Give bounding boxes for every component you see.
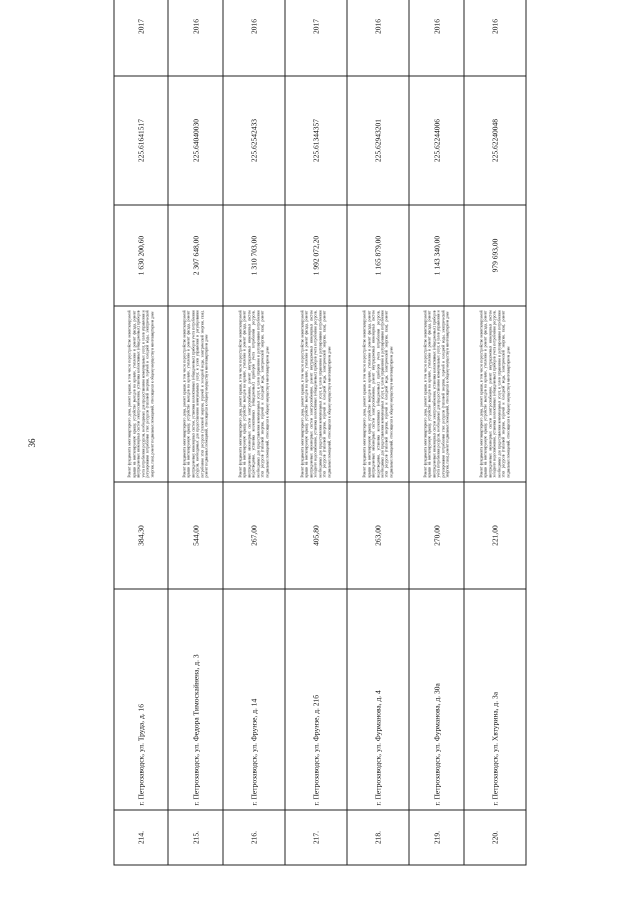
area-cell: 263,00 <box>347 482 409 589</box>
table-row <box>464 0 526 865</box>
table-row <box>285 0 347 865</box>
area-cell: 270,00 <box>409 482 463 589</box>
year-cell: 2016 <box>347 0 409 76</box>
address-cell: г. Петрозаводск, ул. Фурманова, д. 30а <box>409 589 463 810</box>
works-description-cell: Ремонт фундамента многоквартирного дома, ремонт крыши, в том числе переустройство невентилируемой крыши на вентилируемую крышу, устройство выходов на кровлю, утепление и ремонт фасада, ремонт внутридомовых инженерных систем электроснабжения, ремонт внутридомовых инженерных систем холодного водоснабжения, установка коллективных (общедомовых) приборов учета потребления ресурсов, необходимых для предоставления коммунальных услуг, и узлов управления и регулирования потребления этих ресурсов (тепловой энергии, горячей и холодной воды, электрической энергии, газа), ремонт подвальных помещений, относящихся к общему имуществу в многоквартирном доме <box>464 306 526 482</box>
row-number: 215. <box>168 810 222 865</box>
works-description-cell: Ремонт фундамента многоквартирного дома, ремонт крыши, в том числе переустройство невентилируемой крыши на вентилируемую крышу, устройство выходов на кровлю, утепление и ремонт фасада, ремонт внутридомовых инженерных систем электроснабжения, установка коллективных (общедомовых) приборов учета потребления ресурсов, необходимых для предоставления коммунальных услуг, и узлов управления и регулирования потребления этих ресурсов (тепловой энергии, горячей и холодной воды, электрической энергии, газа), ремонт подвальных помещений, относящихся к общему имуществу в многоквартирном доме <box>114 306 168 482</box>
table-row <box>347 0 409 865</box>
area-cell: 221,00 <box>464 482 526 589</box>
house-code-cell: 225.62244006 <box>409 76 463 205</box>
cost-cell: 1 310 703,00 <box>223 205 285 306</box>
table-row <box>114 0 168 865</box>
cost-cell: 1 630 200,60 <box>114 205 168 306</box>
area-cell: 544,00 <box>168 482 222 589</box>
address-cell: г. Петрозаводск, ул. Федора Тимоскайнена, д. 3 <box>168 589 222 810</box>
row-number: 216. <box>223 810 285 865</box>
works-description-cell: Ремонт фундамента многоквартирного дома, ремонт крыши, в том числе переустройство невентилируемой крыши на вентилируемую крышу, устройство выходов на кровлю, утепление и ремонт фасада, ремонт внутридомовых инженерных систем электроснабжения, ремонт внутридомовых инженерных систем водоотведения, установка коллективных (общедомовых) приборов учета потребления ресурсов, необходимых для предоставления коммунальных услуг, и узлов управления и регулирования потребления этих ресурсов (тепловой энергии, горячей и холодной воды, электрической энергии, газа), ремонт подвальных помещений, относящихся к общему имуществу в многоквартирном доме <box>223 306 285 482</box>
cost-cell: 2 307 648,00 <box>168 205 222 306</box>
year-cell: 2016 <box>409 0 463 76</box>
row-number: 219. <box>409 810 463 865</box>
year-cell: 2016 <box>223 0 285 76</box>
house-code-cell: 225.62240048 <box>464 76 526 205</box>
area-cell: 267,00 <box>223 482 285 589</box>
row-number: 214. <box>114 810 168 865</box>
works-description-cell: Ремонт фундамента многоквартирного дома, ремонт крыши, в том числе переустройство невентилируемой крыши на вентилируемую крышу, устройство выходов на кровлю, утепление и ремонт фасада, ремонт внутридомовых инженерных систем электроснабжения, ремонт внутридомовых инженерных систем водоотведения, установка коллективных (общедомовых) приборов учета потребления ресурсов, необходимых для предоставления коммунальных услуг, и узлов управления и регулирования потребления этих ресурсов (тепловой энергии, горячей и холодной воды, электрической энергии, газа), ремонт подвальных помещений, относящихся к общему имуществу в многоквартирном доме <box>347 306 409 482</box>
year-cell: 2016 <box>464 0 526 76</box>
house-code-cell: 225.61344357 <box>285 76 347 205</box>
row-number: 217. <box>285 810 347 865</box>
cost-cell: 1 143 340,00 <box>409 205 463 306</box>
works-description-cell: Ремонт фундамента многоквартирного дома, ремонт крыши, в том числе переустройство невентилируемой крыши на вентилируемую крышу, устройство выходов на кровлю, утепление и ремонт фасада, ремонт внутридомовых инженерных систем электроснабжения, ремонт внутридомовых инженерных систем холодного водоснабжения, установка коллективных (общедомовых) приборов учета потребления ресурсов, необходимых для предоставления коммунальных услуг, и узлов управления и регулирования потребления этих ресурсов (тепловой энергии, горячей и холодной воды, электрической энергии, газа), ремонт подвальных помещений, относящихся к общему имуществу в многоквартирном доме <box>285 306 347 482</box>
cost-cell: 1 165 879,00 <box>347 205 409 306</box>
cost-cell: 979 693,00 <box>464 205 526 306</box>
house-code-cell: 225.62943201 <box>347 76 409 205</box>
house-code-cell: 225.62542433 <box>223 76 285 205</box>
row-number: 220. <box>464 810 526 865</box>
house-code-cell: 225.61641517 <box>114 76 168 205</box>
works-description-cell: Ремонт фундамента многоквартирного дома, ремонт крыши, в том числе переустройство невентилируемой крыши на вентилируемую крышу, устройство выходов на кровлю, утепление и ремонт фасада, ремонт внутридомовых инженерных систем, установка коллективных (общедомовых) приборов учета потребления ресурсов, необходимых для предоставления коммунальных услуг, и узлов управления и регулирования потребления этих ресурсов (тепловой энергии, горячей и холодной воды, электрической энергии, газа), ремонт подвальных помещений, относящихся к общему имуществу в многоквартирном доме <box>168 306 222 482</box>
works-description-cell: Ремонт фундамента многоквартирного дома, ремонт крыши, в том числе переустройство невентилируемой крыши на вентилируемую крышу, устройство выходов на кровлю, утепление и ремонт фасада, ремонт внутридомовых инженерных систем электроснабжения, установка коллективных (общедомовых) приборов учета потребления ресурсов, необходимых для предоставления коммунальных услуг, и узлов управления и регулирования потребления этих ресурсов (тепловой энергии, горячей и холодной воды, электрической энергии, газа), ремонт подвальных помещений, относящихся к общему имуществу в многоквартирном доме <box>409 306 463 482</box>
table-row <box>168 0 222 865</box>
address-cell: г. Петрозаводск, ул. Фрунзе, д. 14 <box>223 589 285 810</box>
year-cell: 2017 <box>114 0 168 76</box>
row-number: 218. <box>347 810 409 865</box>
repair-program-table <box>114 0 527 865</box>
house-code-cell: 225.64040030 <box>168 76 222 205</box>
address-cell: г. Петрозаводск, ул. Хвтурина, д. 3а <box>464 589 526 810</box>
rotated-table-wrapper <box>114 18 527 865</box>
address-cell: г. Петрозаводск, ул. Труда, д. 16 <box>114 589 168 810</box>
year-cell: 2016 <box>168 0 222 76</box>
address-cell: г. Петрозаводск, ул. Фурманова, д. 4 <box>347 589 409 810</box>
table-row <box>409 0 463 865</box>
area-cell: 405,80 <box>285 482 347 589</box>
address-cell: г. Петрозаводск, ул. Фрунзе, д. 21б <box>285 589 347 810</box>
table-body <box>114 0 526 865</box>
page-number: 36 <box>27 438 37 448</box>
area-cell: 384,30 <box>114 482 168 589</box>
table-row <box>223 0 285 865</box>
cost-cell: 1 992 072,20 <box>285 205 347 306</box>
year-cell: 2017 <box>285 0 347 76</box>
